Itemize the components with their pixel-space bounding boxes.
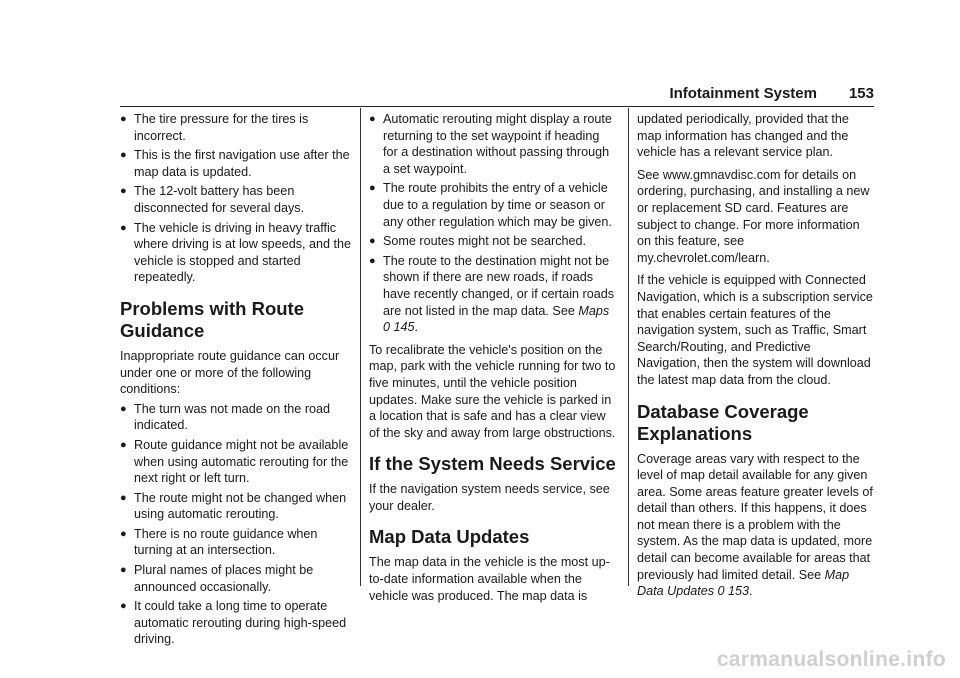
list-item: ● This is the first navigation use after the map data is updated. [120,148,350,179]
bullet-icon: ● [369,254,376,267]
header-rule [120,106,874,107]
page-reference: 0 153 [717,584,750,599]
list-item: ● The tire pressure for the tires is incorrect. [120,112,309,143]
bullet-icon: ● [120,564,127,577]
paragraph: The map data in the vehicle is the most up-to-date information available when the vehicle was produced. The map data is [369,555,610,603]
section-heading: Problems with Route Guidance [120,297,304,341]
list-item: ● The turn was not made on the road indicated. [120,401,331,433]
paragraph: If the vehicle is equipped with Connected Navigation, which is a subscription service that enables certain features of the navigation system, such as Traffic, Smart Search/Routing, and Predictive Navigation, then the system will download the latest map data from the cloud. [637,273,873,387]
list-item: ● Automatic rerouting might display a route returning to the set waypoint if heading for a destination without passing through a set waypoint. [369,112,612,176]
bullet-icon: ● [120,149,127,162]
bullet-list [120,401,352,648]
list-item: ● The route might not be changed when using automatic rerouting. [120,490,347,522]
paragraph: Coverage areas vary with respect to the level of map detail available for any given area. Some areas feature greater levels of detail than others. If this happens, it does not mean there is a problem with the system. As the map data is updated, more detail can become available for areas that previously had limited detail. See Map Data Updates 0 153. [637,451,873,599]
bullet-icon: ● [120,438,127,451]
paragraph: updated periodically, provided that the map information has changed and the vehicle has a relevant service plan. [637,112,849,160]
column-divider [360,108,361,586]
column-2 [369,108,616,604]
page-reference: 0 145 [383,320,415,335]
paragraph: Inappropriate route guidance can occur under one or more of the following conditions: [120,348,340,397]
section-heading: Map Data Updates [369,526,530,548]
bullet-icon: ● [120,527,127,540]
paragraph: See www.gmnavdisc.com for details on ordering, purchasing, and installing a new or replacement SD card. Features are subject to change. For more information on this feature, see my.chevrolet.com/learn. [637,167,870,265]
list-item: ● The 12-volt battery has been disconnected for several days. [120,184,305,215]
page-header [669,83,874,103]
paragraph: If the navigation system needs service, see your dealer. [369,482,610,513]
bullet-list [120,111,352,286]
bullet-icon: ● [120,402,127,415]
bullet-icon: ● [369,113,376,125]
cross-reference-link[interactable]: Map Data Updates [637,567,850,599]
list-item: ● Some routes might not be searched. [369,234,587,249]
watermark: carmanualsonline.info [716,648,946,671]
bullet-icon: ● [120,113,127,125]
list-item: ● Route guidance might not be available when using automatic rerouting for the next right or left turn. [120,437,349,486]
cross-reference-link[interactable]: Maps [578,303,610,318]
list-item: ● The route to the destination might not be shown if there are new roads, if roads have recently changed, or if certain roads are not listed in the map data. See Maps 0 145. [369,253,615,335]
bullet-list [369,111,616,336]
list-item: ● The route prohibits the entry of a vehicle due to a regulation by time or season or any other regulation which may be given. [369,181,612,229]
list-item: ● Plural names of places might be announced occasionally. [120,563,314,594]
column-divider [628,108,629,586]
section-title: Infotainment System [669,84,817,102]
bullet-icon: ● [369,182,376,195]
section-heading: If the System Needs Service [369,453,616,475]
bullet-icon: ● [120,221,127,234]
paragraph: To recalibrate the vehicle's position on the map, park with the vehicle running for two to five minutes, until the vehicle position updates. Make sure the vehicle is parked in a location that is safe and has a clear view of the sky and away from large obstructions. [369,342,616,440]
list-item: ● It could take a long time to operate automatic rerouting during high-speed driving. [120,599,347,647]
bullet-icon: ● [369,235,376,248]
list-item: ● There is no route guidance when turning at an intersection. [120,526,318,558]
column-3 [637,108,874,600]
bullet-icon: ● [120,491,127,504]
column-1 [120,108,352,648]
bullet-icon: ● [120,185,127,198]
section-heading: Database Coverage Explanations [637,400,809,444]
page-number: 153 [848,84,874,102]
bullet-icon: ● [120,600,127,613]
list-item: ● The vehicle is driving in heavy traffic where driving is at low speeds, and the vehicle is stopped and started repeatedly. [120,220,352,285]
